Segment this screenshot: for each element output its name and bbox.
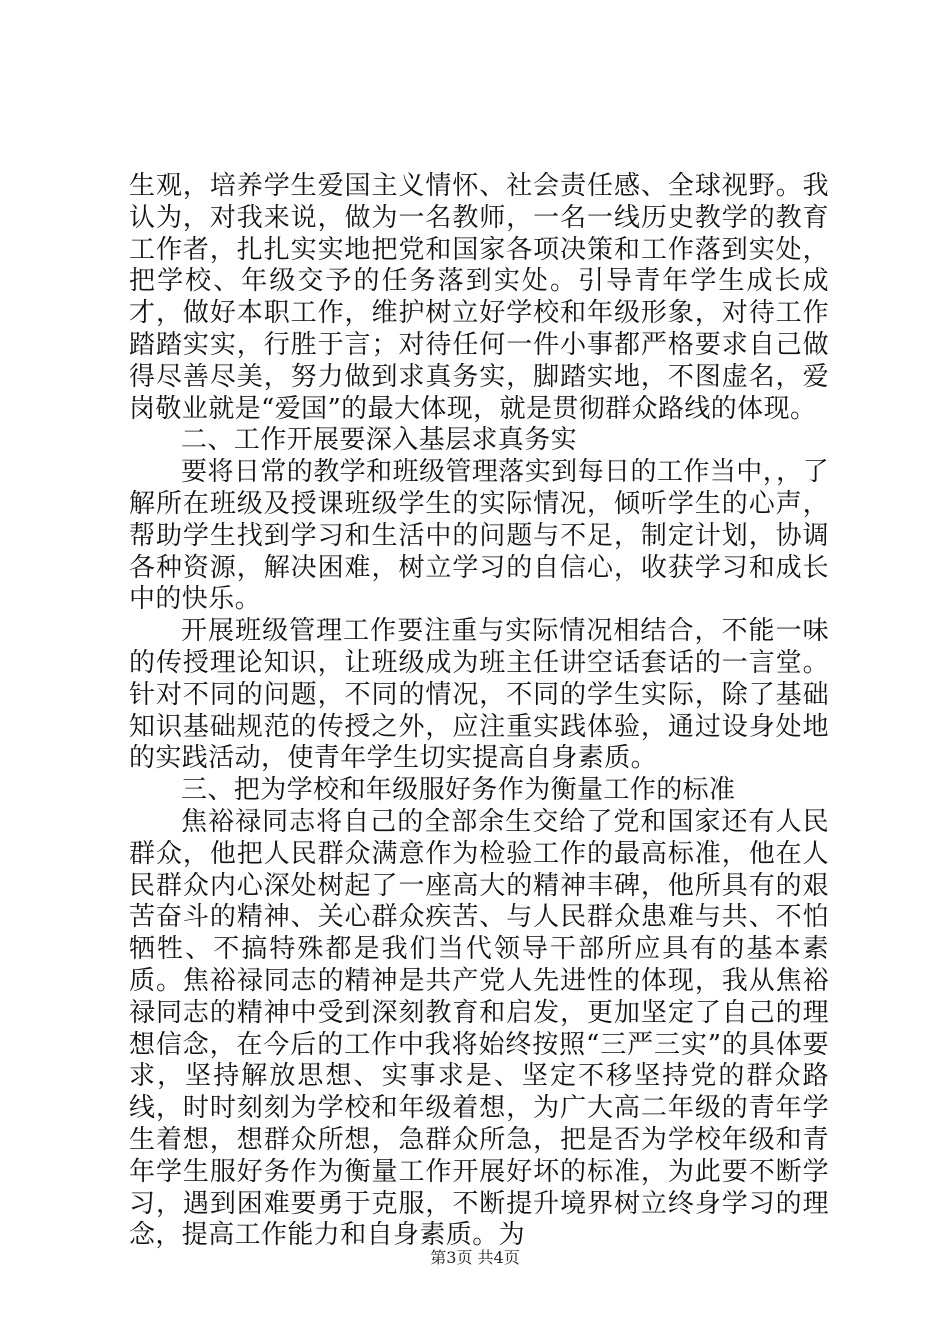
document-body [129, 171, 829, 1252]
section-heading-three: 三、把为学校和年级服好务作为衡量工作的标准 [181, 775, 736, 806]
section-heading-two: 二、工作开展要深入基层求真务实 [181, 425, 578, 456]
paragraph-class-management: 开展班级管理工作要注重与实际情况相结合，不能一味的传授理论知识，让班级成为班主任讲空话套话的一言堂。针对不同的问题，不同的情况，不同的学生实际，除了基础知识基础规范的传授之外，应注重实践体验，通过设身处地的实践活动，使青年学生切实提高自身素质。 [129, 616, 829, 774]
paragraph-daily-management: 要将日常的教学和班级管理落实到每日的工作当中，，了解所在班级及授课班级学生的实际情况，倾听学生的心声，帮助学生找到学习和生活中的问题与不足，制定计划，协调各种资源，解决困难，树立学习的自信心，收获学习和成长中的快乐。 [129, 457, 829, 615]
page-number-footer: 第3页 共4页 [430, 1248, 520, 1267]
paragraph-jiao-yulu: 焦裕禄同志将自己的全部余生交给了党和国家还有人民群众，他把人民群众满意作为检验工作的最高标准，他在人民群众内心深处树起了一座高大的精神丰碑，他所具有的艰苦奋斗的精神、关心群众疾苦、与人民群众患难与共、不怕牺牲、不搞特殊都是我们当代领导干部所应具有的基本素质。焦裕禄同志的精神是共产党人先进性的体现，我从焦裕禄同志的精神中受到深刻教育和启发，更加坚定了自己的理想信念，在今后的工作中我将始终按照“三严三实”的具体要求，坚持解放思想、实事求是、坚定不移坚持党的群众路线，时时刻刻为学校和年级着想，为广大高二年级的青年学生着想，想群众所想，急群众所急，把是否为学校年级和青年学生服好务作为衡量工作开展好坏的标准，为此要不断学习，遇到困难要勇于克服，不断提升境界树立终身学习的理念，提高工作能力和自身素质。为 [129, 806, 829, 1251]
paragraph-continued-worldview: 生观，培养学生爱国主义情怀、社会责任感、全球视野。我认为，对我来说，做为一名教师，一名一线历史教学的教育工作者，扎扎实实地把党和国家各项决策和工作落到实处，把学校、年级交予的任务落到实处。引导青年学生成长成才，做好本职工作，维护树立好学校和年级形象，对待工作踏踏实实，行胜于言；对待任何一件小事都严格要求自己做得尽善尽美，努力做到求真务实，脚踏实地，不图虚名，爱岗敬业就是“爱国”的最大体现，就是贯彻群众路线的体现。 [129, 171, 829, 424]
